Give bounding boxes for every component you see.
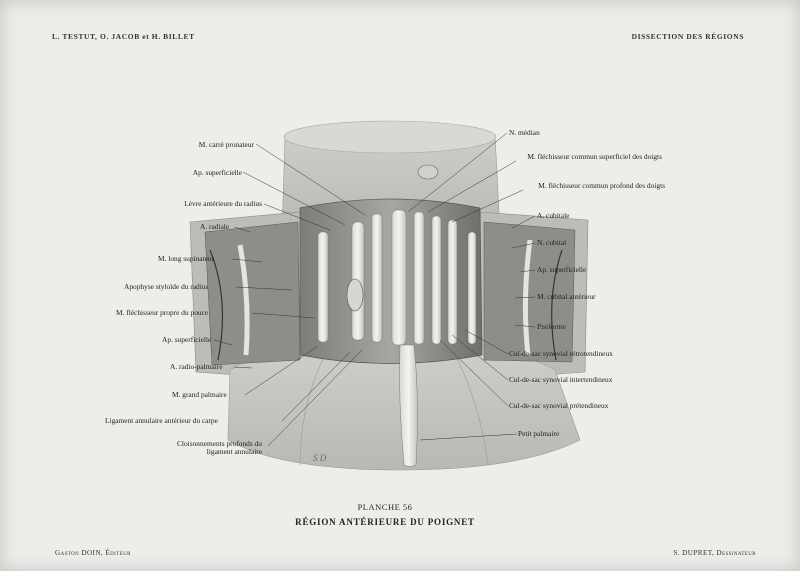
label-cul-de-sac-pretendineux: Cul-de-sac synovial prétendineux <box>509 401 609 410</box>
label-flechisseur-propre-pouce: M. fléchisseur propre du pouce <box>116 308 209 317</box>
label-m-cubital-anterieur: M. cubital antérieur <box>537 292 596 301</box>
footer-publisher: Gaston DOIN, Éditeur <box>55 549 131 557</box>
label-n-median: N. médian <box>509 128 540 137</box>
label-pisiforme: Pisiforme <box>537 322 566 331</box>
label-ligament-annulaire: Ligament annulaire antérieur du carpe <box>105 416 218 425</box>
label-a-radiale: A. radiale <box>200 222 230 231</box>
label-a-cubitale: A. cubitale <box>537 211 570 220</box>
label-cloisonnements-profonds: Cloisonnements profonds du ligament annulaire <box>177 439 262 456</box>
artist-signature: S D <box>313 453 327 463</box>
label-m-long-supinateur: M. long supinateur <box>158 254 215 263</box>
label-n-cubital: N. cubital <box>537 238 567 247</box>
label-cul-de-sac-retrotendineux: Cul-de-sac synovial rétrotendineux <box>509 349 613 358</box>
label-flechisseur-commun-superficiel: M. fléchisseur commun superficiel des doigts <box>527 152 662 161</box>
plate-title: RÉGION ANTÉRIEURE DU POIGNET <box>295 517 475 527</box>
label-carre-pronateur: M. carré pronateur <box>198 140 254 149</box>
label-levre-anterieure-radius: Lèvre antérieure du radius <box>184 199 262 208</box>
label-ap-superficielle-1: Ap. superficielle <box>192 168 242 177</box>
label-m-grand-palmaire: M. grand palmaire <box>172 390 227 399</box>
label-apophyse-styloide: Apophyse styloïde du radius <box>124 282 209 291</box>
label-a-radio-palmaire: A. radio-palmaire <box>170 362 223 371</box>
label-petit-palmaire: Petit palmaire <box>518 429 560 438</box>
label-ap-superficielle-2: Ap. superficielle <box>162 335 212 344</box>
plate-number: PLANCHE 56 <box>357 502 413 512</box>
footer-artist: S. DUPRET, Dessinateur <box>673 549 756 557</box>
label-cul-de-sac-intertendineux: Cul-de-sac synovial intertendineux <box>509 375 613 384</box>
header-authors: L. TESTUT, O. JACOB et H. BILLET <box>52 32 195 41</box>
label-flechisseur-commun-profond: M. fléchisseur commun profond des doigts <box>538 181 665 190</box>
label-ap-superficielle-right: Ap. superficielle <box>537 265 587 274</box>
header-section: DISSECTION DES RÉGIONS <box>631 32 744 41</box>
